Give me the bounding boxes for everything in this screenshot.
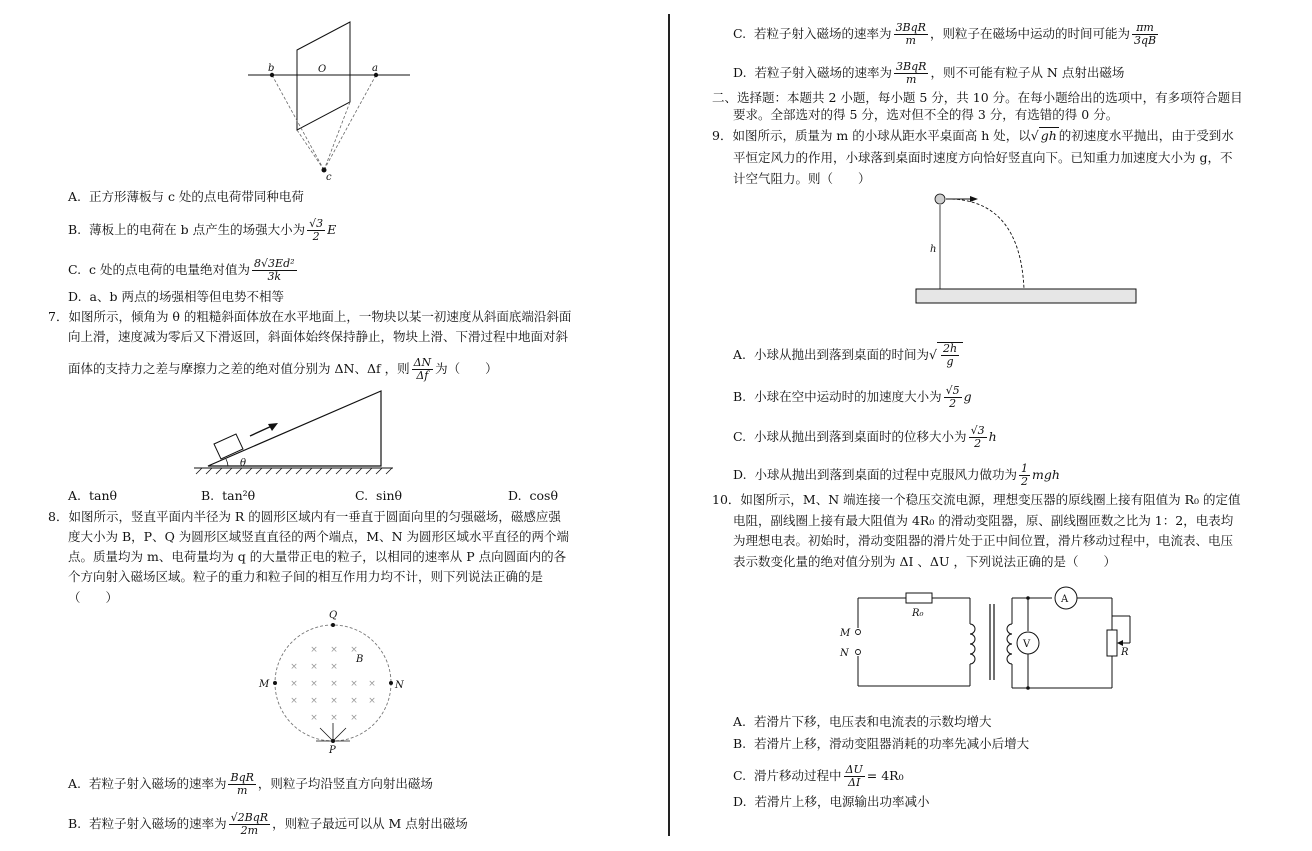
label-r0: R₀ (912, 608, 924, 619)
q9-line-1: 9．如图所示，质量为 m 的小球从距水平桌面高 h 处，以√ gh 的初速度水平抛出，由于受到水 (712, 128, 1234, 143)
label-n-terminal: N (840, 648, 849, 659)
label-r: R (1121, 647, 1129, 658)
ammeter-label: A (1061, 594, 1069, 605)
q7-option-c: C. sinθ (355, 488, 403, 503)
q7-option-b: B. tan²θ (201, 488, 256, 503)
svg-text:×: × (330, 662, 338, 672)
q8-line-1: 8．如图所示，竖直平面内半径为 R 的圆形区域内有一垂直于圆面向里的匀强磁场，磁感应强 (48, 509, 561, 524)
label-c: c (326, 172, 332, 183)
label-a: a (372, 63, 378, 74)
label-b: b (268, 63, 275, 74)
svg-text:×: × (310, 662, 318, 672)
q6-option-a: A. 正方形薄板与 c 处的点电荷带同种电荷 (68, 189, 304, 204)
svg-text:×: × (310, 696, 318, 706)
q8-option-d: D. 若粒子射入磁场的速率为 $\frac{\text{3BqR}}{m}$ ，则不可能有粒子从 N 点射出磁场 (733, 60, 1125, 86)
theta-label: θ (240, 458, 247, 469)
q7-option-a: A. tanθ (68, 488, 118, 503)
q9-option-c: C. 小球从抛出到落到桌面时的位移大小为 $\frac{√3}{2}$ h (733, 424, 997, 450)
label-q: Q (329, 610, 338, 621)
voltmeter-label: V (1023, 639, 1031, 650)
q8-option-a: A. 若粒子射入磁场的速率为 $\frac{\text{BqR}}{m}$ ，则粒子均沿竖直方向射出磁场 (68, 771, 433, 797)
q7-option-d: D. cosθ (508, 488, 558, 503)
svg-text:×: × (350, 679, 358, 689)
label-b-field: B (356, 654, 364, 665)
transformer-circuit-figure (830, 582, 1150, 702)
q6-option-d: D. a、b 两点的场强相等但电势不相等 (68, 289, 284, 304)
svg-text:×: × (330, 696, 338, 706)
section-2-line-1: 二、选择题：本题共 2 小题，每小题 5 分，共 10 分。在每小题给出的选项中，有多项符合题目 (712, 90, 1243, 105)
q8-option-b: B. 若粒子射入磁场的速率为 $\frac{\text{√2BqR}}{2m}$ ，则粒子最远可以从 M 点射出磁场 (68, 811, 468, 837)
q10-option-c: C. 滑片移动过程中 $\frac{\Delta U}{\Delta I}$ = 4R₀ (733, 763, 904, 789)
q6-option-b: B. 薄板上的电荷在 b 点产生的场强大小为 $\frac{√3}{2}$ E (68, 217, 337, 243)
svg-text:×: × (350, 696, 358, 706)
svg-text:×: × (290, 662, 298, 672)
q9-option-d: D. 小球从抛出到落到桌面的过程中克服风力做功为 $\frac{1}{2}$ mgh (733, 462, 1060, 488)
svg-text:×: × (350, 645, 358, 655)
svg-text:×: × (290, 679, 298, 689)
plate-charge-figure (240, 14, 420, 184)
q10-line-4: 表示数变化量的绝对值分别为 ΔI 、ΔU ，下列说法正确的是（ ） (733, 554, 1116, 569)
q9-line-3: 计空气阻力。则（ ） (733, 171, 871, 186)
q6-option-c: C. c 处的点电荷的电量绝对值为 $\frac{\text{8√3Ed²}}{3k}$ (68, 257, 295, 283)
q10-line-3: 为理想电表。初始时，滑动变阻器的滑片处于正中间位置，滑片移动过程中，电流表、电压 (733, 533, 1234, 548)
svg-text:×: × (330, 679, 338, 689)
svg-text:×: × (310, 713, 318, 723)
svg-text:×: × (350, 713, 358, 723)
h-label: h (930, 244, 937, 255)
label-n: N (395, 680, 404, 691)
q8-line-5: （ ） (68, 590, 119, 605)
q8-line-3: 点。质量均为 m、电荷量均为 q 的大量带正电的粒子，以相同的速率从 P 点向圆面内的各 (68, 549, 567, 564)
q10-option-d: D. 若滑片上移，电源输出功率减小 (733, 794, 930, 809)
q7-line-1: 7．如图所示，倾角为 θ 的粗糙斜面体放在水平地面上，一物块以某一初速度从斜面底端沿斜面 (48, 309, 572, 324)
q8-line-2: 度大小为 B，P、Q 为圆形区域竖直直径的两个端点，M、N 为圆形区域水平直径的两个端 (68, 529, 570, 544)
section-2-line-2: 要求。全部选对的得 5 分，选对但不全的得 3 分，有选错的得 0 分。 (733, 107, 1119, 122)
svg-text:×: × (330, 713, 338, 723)
label-p: P (329, 745, 336, 754)
label-m-terminal: M (840, 628, 851, 639)
svg-text:×: × (310, 645, 318, 655)
q9-option-a: A. 小球从抛出到落到桌面的时间为√ $\frac{2h}{g}$ (733, 342, 963, 368)
q9-option-b: B. 小球在空中运动时的加速度大小为 $\frac{√5}{2}$ g (733, 384, 972, 410)
q10-line-1: 10．如图所示，M、N 端连接一个稳压交流电源，理想变压器的原线圈上接有阻值为 R₀ 的定值 (712, 492, 1241, 507)
incline-figure (188, 386, 398, 476)
svg-text:×: × (330, 645, 338, 655)
q9-line-2: 平恒定风力的作用，小球落到桌面时速度方向恰好竖直向下。已知重力加速度大小为 g，不 (733, 150, 1233, 165)
svg-text:×: × (368, 696, 376, 706)
column-divider (668, 14, 670, 836)
q7-line-2: 向上滑，速度减为零后又下滑返回，斜面体始终保持静止，物块上滑、下滑过程中地面对斜 (68, 329, 569, 344)
q7-line-3: 面体的支持力之差与摩擦力之差的绝对值分别为 ΔN、Δf ，则 $\frac{\Delta N}{\Delta f}$ 为（ ） (68, 356, 498, 382)
svg-text:×: × (310, 679, 318, 689)
svg-text:×: × (368, 679, 376, 689)
q10-option-a: A. 若滑片下移，电压表和电流表的示数均增大 (733, 714, 992, 729)
projectile-figure (912, 190, 1142, 310)
svg-text:×: × (290, 696, 298, 706)
label-m: M (259, 679, 270, 690)
q10-option-b: B. 若滑片上移，滑动变阻器消耗的功率先减小后增大 (733, 736, 1030, 751)
q10-line-2: 电阻，副线圈上接有最大阻值为 4R₀ 的滑动变阻器，原、副线圈匝数之比为 1：2，电表均 (733, 513, 1234, 528)
q8-option-c: C. 若粒子射入磁场的速率为 $\frac{\text{3BqR}}{m}$ ，则粒子在磁场中运动的时间可能为 $\frac{\pi m}{3qB}$ (733, 21, 1157, 47)
label-o: O (318, 64, 327, 75)
magnetic-circle-figure (250, 604, 410, 754)
q8-line-4: 个方向射入磁场区域。粒子的重力和粒子间的相互作用力均不计，则下列说法正确的是 (68, 569, 544, 584)
